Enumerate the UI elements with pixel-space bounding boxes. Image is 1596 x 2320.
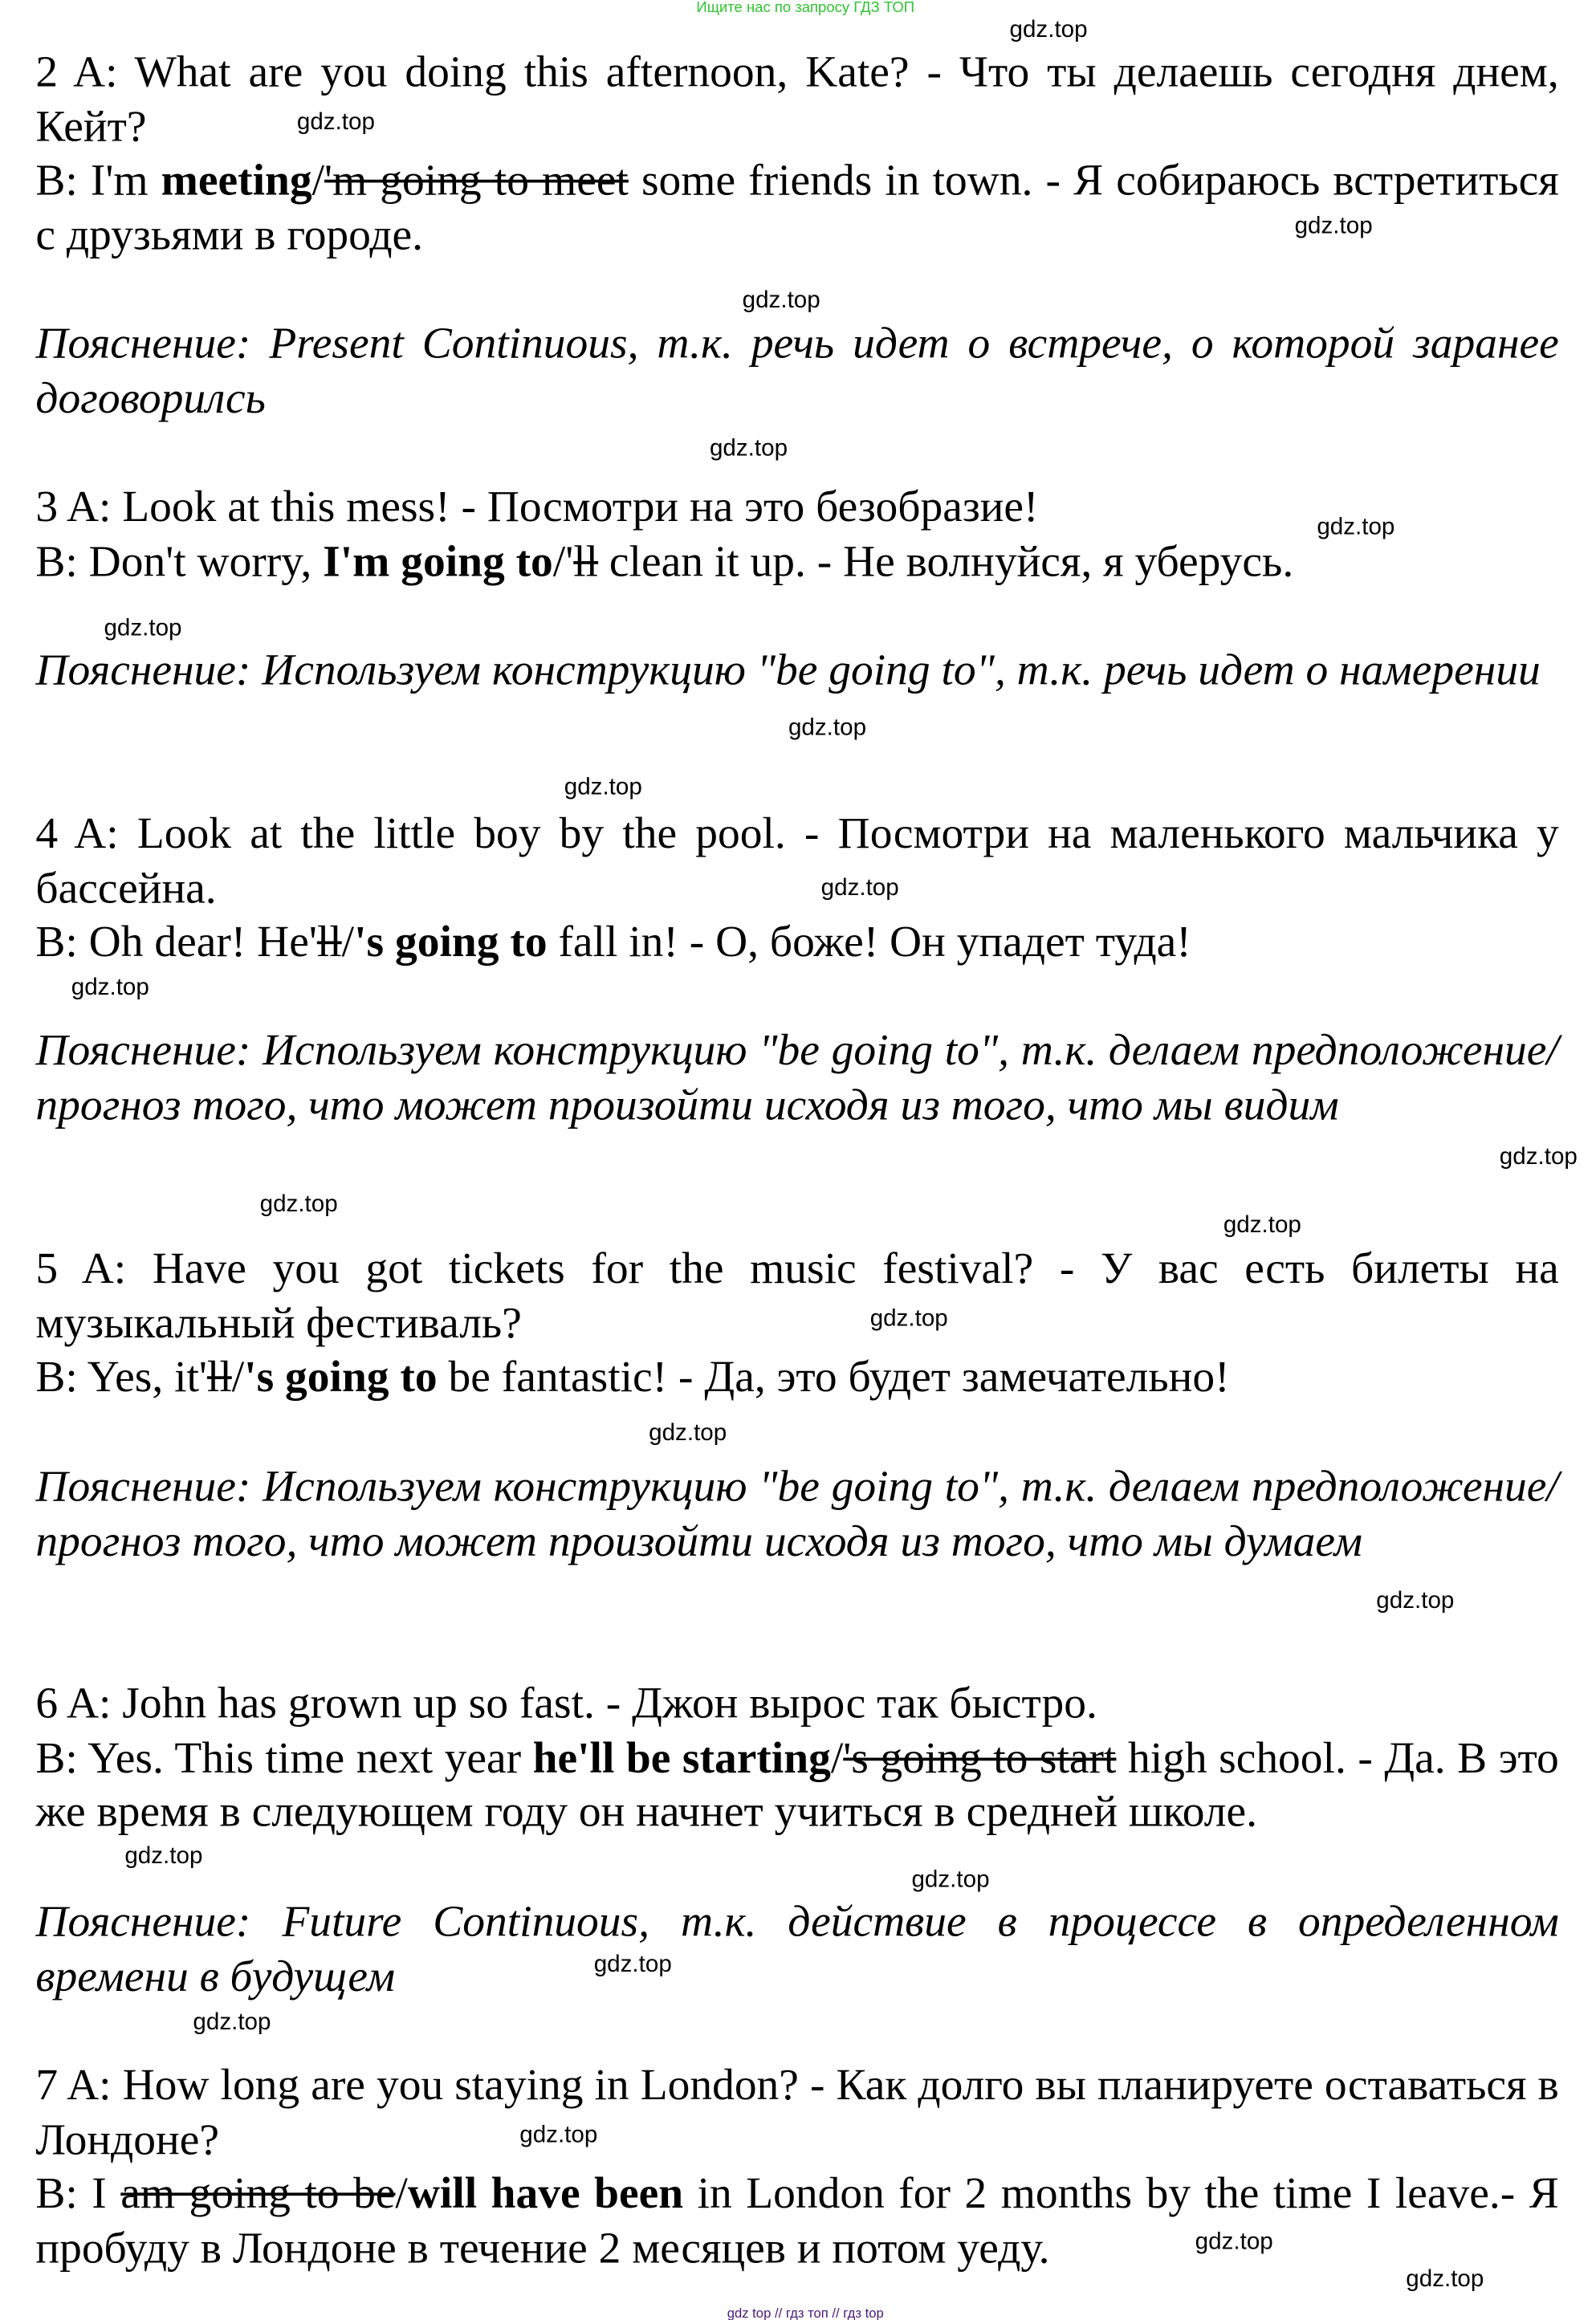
text-segment: in London for 2 months by the time I leave.- Я пробуду в Лондоне в течение 2 месяцев и потом уеду. (35, 2169, 1559, 2273)
struck-out-option: ll (316, 918, 342, 967)
text-segment: be fantastic! - Да, это будет замечательно! (437, 1353, 1230, 1402)
explanation-text (35, 1024, 1558, 1134)
watermark-label: gdz.top (193, 2009, 271, 2036)
search-hint-header[interactable]: Ищите нас по запросу ГДЗ ТОП (696, 0, 915, 17)
watermark-label: gdz.top (124, 1843, 203, 1870)
watermark-label: gdz.top (1317, 515, 1395, 541)
speaker-a-line (35, 1243, 1558, 1352)
text-segment: /' (552, 536, 574, 586)
text-segment: Пояснение: Используем конструкцию "be going to", т.к. делаем предположение/прогноз того, что может произойти исходя из того, что мы видим (35, 1025, 1559, 1129)
text-segment: B: Don't worry, (35, 536, 324, 586)
correct-answer: he'll be starting (532, 1733, 831, 1783)
speaker-b-line (35, 155, 1558, 264)
explanation-paragraph (35, 1461, 1558, 1570)
watermark-label: gdz.top (1499, 1144, 1578, 1170)
explanation-text (35, 1461, 1558, 1570)
struck-out-option: 'm going to meet (324, 156, 629, 206)
text-segment: high school. - Да. В это же время в следующем году он начнет учиться в средней школе. (35, 1733, 1559, 1838)
text-segment: 2 A: What are you doing this afternoon, Kate? - Что ты делаешь сегодня днем, Кейт? (35, 47, 1559, 152)
struck-out-option: ll (206, 1353, 232, 1402)
text-segment: Пояснение: Present Continuous, т.к. речь идет о встрече, о которой заранее договорилсь (35, 319, 1559, 423)
text-segment: B: Yes. This time next year (35, 1733, 533, 1783)
correct-answer: 's going to (244, 1353, 438, 1402)
watermark-label: gdz.top (1406, 2266, 1484, 2293)
speaker-b-line (35, 535, 1558, 590)
correct-answer: will have been (407, 2169, 684, 2219)
explanation-paragraph (35, 1896, 1558, 2005)
watermark-label: gdz.top (820, 876, 899, 902)
dialogue-example (35, 2059, 1558, 2277)
text-segment: / (311, 156, 325, 206)
watermark-label: gdz.top (869, 1306, 948, 1332)
correct-answer: 's going to (354, 918, 548, 967)
text-segment: 6 A: John has grown up so fast. - Джон вырос так быстро. (35, 1679, 1097, 1728)
speaker-a-line (35, 1678, 1558, 1732)
watermark-label: gdz.top (519, 2123, 598, 2148)
correct-answer: I'm going to (323, 536, 553, 586)
struck-out-option: 's going to start (843, 1733, 1117, 1783)
speaker-b-line (35, 1732, 1558, 1842)
dialogue-example (35, 1678, 1558, 1842)
watermark-label: gdz.top (296, 109, 375, 136)
text-segment: B: I'm (35, 156, 161, 206)
watermark-label: gdz.top (1009, 18, 1088, 43)
watermark-label: gdz.top (104, 616, 182, 641)
speaker-b-line (35, 1352, 1558, 1406)
text-segment: Пояснение: Используем конструкцию "be going to", т.к. делаем предположение/прогноз того, что может произойти исходя из того, что мы думаем (35, 1462, 1559, 1566)
text-segment: / (830, 1733, 844, 1783)
explanation-paragraph (35, 318, 1558, 427)
footer-links[interactable]: gdz top // гдз топ // гдз top (727, 2305, 884, 2320)
watermark-label: gdz.top (564, 775, 642, 800)
watermark-label: gdz.top (71, 975, 149, 1001)
text-segment: clean it up. - Не волнуйся, я уберусь. (598, 536, 1294, 586)
text-segment: B: Yes, it' (35, 1353, 207, 1402)
speaker-a-line (35, 808, 1558, 917)
correct-answer: meeting (161, 156, 312, 206)
watermark-label: gdz.top (1294, 214, 1373, 239)
text-segment: fall in! - О, боже! Он упадет туда! (547, 918, 1191, 967)
text-segment: some friends in town. - Я собираюсь встретиться с друзьями в городе. (35, 156, 1559, 260)
watermark-label: gdz.top (911, 1867, 990, 1893)
watermark-label: gdz.top (788, 715, 867, 741)
watermark-label: gdz.top (649, 1420, 727, 1447)
watermark-label: gdz.top (709, 436, 788, 462)
text-segment: Пояснение: Future Continuous, т.к. действие в процессе в определенном времени в будущем (35, 1897, 1559, 2001)
struck-out-option: am going to be (120, 2169, 396, 2219)
speaker-b-line (35, 917, 1558, 971)
struck-out-option: ll (573, 536, 599, 586)
watermark-label: gdz.top (742, 287, 820, 314)
explanation-text (35, 645, 1558, 699)
watermark-label: gdz.top (1223, 1212, 1301, 1239)
watermark-label: gdz.top (1376, 1588, 1455, 1614)
text-segment: B: Oh dear! He' (35, 918, 317, 967)
text-segment: Пояснение: Используем конструкцию "be going to", т.к. речь идет о намерении (35, 645, 1541, 695)
watermark-label: gdz.top (593, 1952, 672, 1978)
text-segment: 5 A: Have you got tickets for the music festival? - У вас есть билеты на музыкальный фестиваль? (35, 1243, 1559, 1348)
text-segment: 7 A: How long are you staying in London? - Как долго вы планируете оставаться в Лондоне? (35, 2060, 1559, 2164)
speaker-a-line (35, 46, 1558, 155)
watermark-label: gdz.top (1195, 2229, 1273, 2256)
text-segment: / (231, 1353, 245, 1402)
speaker-a-line (35, 2059, 1558, 2168)
explanation-text (35, 1896, 1558, 2005)
explanation-paragraph (35, 645, 1558, 699)
explanation-paragraph (35, 1024, 1558, 1134)
text-segment: 3 A: Look at this mess! - Посмотри на это безобразие! (35, 482, 1039, 532)
speaker-b-line (35, 2168, 1558, 2277)
text-segment: B: I (35, 2169, 121, 2219)
text-segment: 4 A: Look at the little boy by the pool. - Посмотри на маленького мальчика у бассейна. (35, 808, 1559, 913)
explanation-text (35, 318, 1558, 427)
dialogue-example (35, 1243, 1558, 1406)
text-segment: / (341, 918, 355, 967)
text-segment: / (395, 2169, 408, 2219)
dialogue-example (35, 808, 1558, 971)
watermark-label: gdz.top (259, 1191, 338, 1218)
